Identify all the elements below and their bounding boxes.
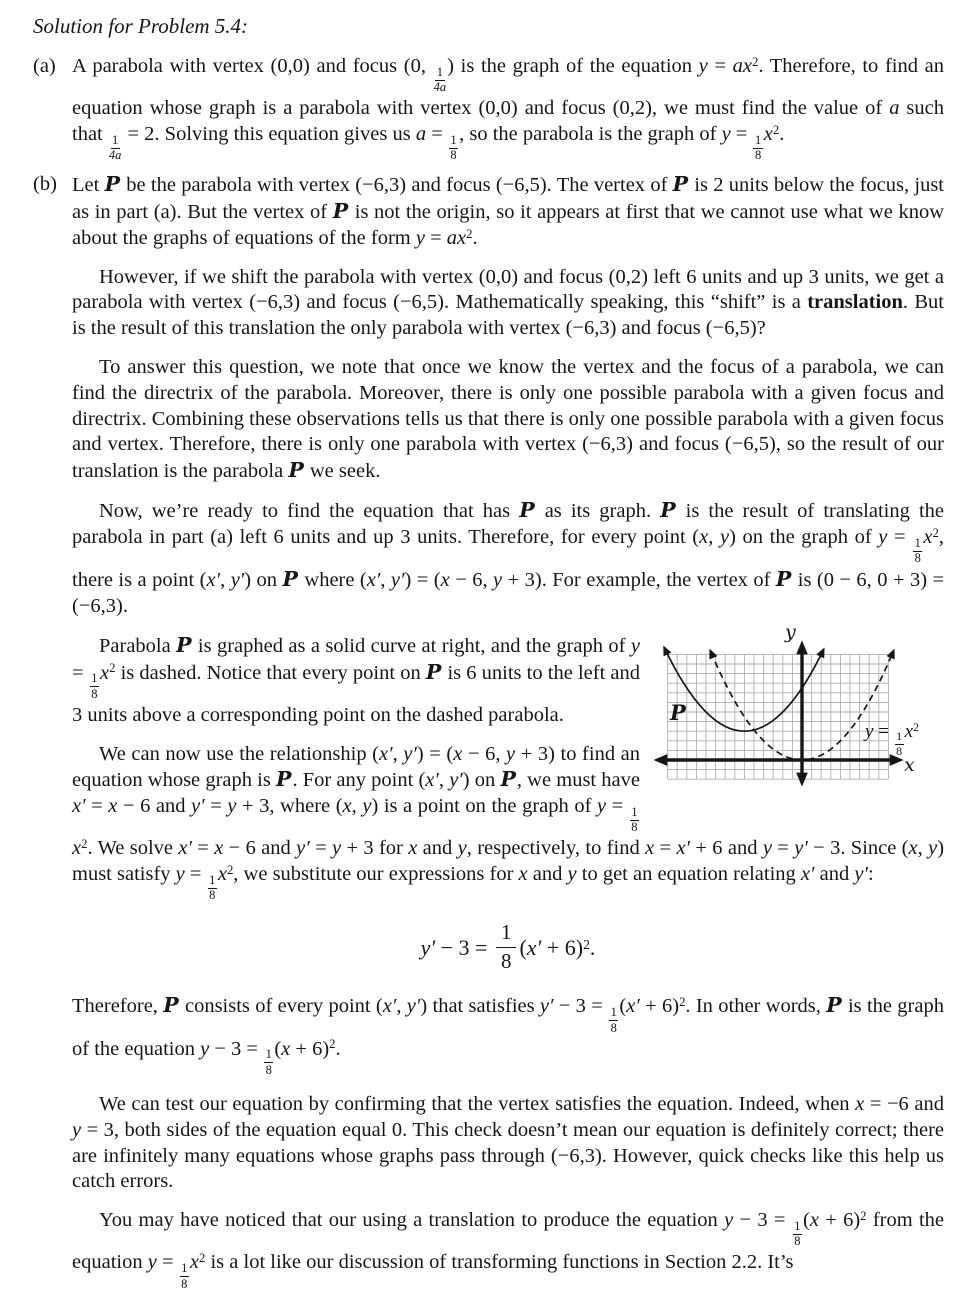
paragraph-b1: Let P be the parabola with vertex (−6,3) and focus (−6,5). The vertex of P is 2 units below the focus, just as in part (a). But the vertex of P is not the origin, so it appears at first that we cannot use what we know about the graphs of equations of the form $y = ax^2$. bbox=[72, 172, 945, 249]
part-b bbox=[33, 172, 944, 1292]
paragraph-b2: However, if we shift the parabola with vertex (0,0) and focus (0,2) left 6 units and up 3 units, we get a parabola with vertex (−6,3) and focus (−6,5). Mathematically speaking, this “shift” is a translation. But is the result of this translation the only parabola with vertex (−6,3) and focus (−6,5)? bbox=[72, 265, 944, 340]
paragraph-b4: Now, we’re ready to find the equation that has P as its graph. P is the result of translating the parabola in part (a) left 6 units and up 3 units. Therefore, for every point (x, y) on the graph of y = $\frac{1}{8}$ $x^2$, there is a point (x′, y′) on P where (x′, y′) = (x − 6, y + 3). For example, the vertex of P is (0 − 6, 0 + 3) = (−6,3). bbox=[72, 498, 945, 617]
svg-text:y: y bbox=[785, 620, 796, 643]
part-a-body bbox=[72, 54, 944, 164]
part-a-label: (a) bbox=[33, 55, 56, 77]
paragraph-b8: We can test our equation by confirming that the vertex satisfies the equation. Indeed, when x = −6 and y = 3, both sides of the equation equal 0. This check doesn’t mean our equation is definitely correct; there are infinitely many equations whose graphs pass through (−6,3). However, quick checks like this help us catch errors. bbox=[72, 1092, 944, 1193]
part-a bbox=[33, 54, 944, 164]
solution-title: Solution for Problem 5.4: bbox=[33, 14, 249, 38]
paragraph-b5: Parabola P is graphed as a solid curve at right, and the graph of y = $\frac{1}{8}$ $x^2$ is dashed. Notice that every point on P is 6 units to the left and 3 units above a corresponding point on the dashed parabola. bbox=[72, 632, 641, 726]
parabola-graph bbox=[654, 619, 956, 801]
paragraph-b6: We can now use the relationship (x′, y′) = (x − 6, y + 3) to find an equation whose graph is P. For any point (x′, y′) on P, we must have x′ = x − 6 and y′ = y + 3, where (x, y) is a point on the graph of y = $\frac{1}{8}$ $x^2$. We solve x′ = x − 6 and y′ = y + 3 for x and y, respectively, to find x = x′ + 6 and y = y′ − 3. Since (x, y) must satisfy y = $\frac{1}{8}$ $x^2$, we substitute our expressions for x and y to get an equation relating x′ and y′: bbox=[72, 742, 945, 903]
parabola-figure bbox=[654, 619, 956, 801]
svg-text:P: P bbox=[670, 699, 686, 725]
svg-text:x: x bbox=[904, 753, 915, 776]
paragraph-b9: You may have noticed that our using a translation to produce the equation y − 3 = $\frac{1}{8}$ $(x + 6)^2$ from the equation y = $\frac{1}{8}$ $x^2$ is a lot like our discussion of transforming functions in Section 2.2. It’s bbox=[72, 1208, 945, 1291]
display-equation: y′ − 3 = $\frac{1}{8}$ $(x' + 6)^2$. bbox=[420, 920, 596, 973]
paragraph-a1: A parabola with vertex (0,0) and focus (0, $\frac{1}{4a}$ ) is the graph of the equation $y = ax^2$. Therefore, to find an equation whose graph is a parabola with vertex (0,0) and focus (0,2), we must find the value of a such that $\frac{1}{4a}$ = 2. Solving this equation gives us a = $\frac{1}{8}$ , so the parabola is the graph of y = $\frac{1}{8}$ $x^2$. bbox=[72, 54, 944, 163]
paragraph-b7: Therefore, P consists of every point (x′, y′) that satisfies y′ − 3 = $\frac{1}{8}$ $(x' + 6)^2$. In other words, P is the graph of the equation y − 3 = $\frac{1}{8}$ $(x + 6)^2$. bbox=[72, 993, 944, 1077]
part-b-label: (b) bbox=[33, 173, 57, 196]
part-b-body bbox=[72, 172, 944, 1292]
paragraph-b3: To answer this question, we note that once we know the vertex and the focus of a parabola, we can find the directrix of the parabola. Moreover, there is only one possible parabola with a given focus and directrix. Combining these observations tells us that there is only one possible parabola with a given focus and vertex. Therefore, there is only one parabola with vertex (−6,3) and focus (−6,5), so the result of our translation is the parabola P we seek. bbox=[72, 356, 944, 483]
figure-equation-label: y = $\frac{1}{8}$ $x^2$ bbox=[865, 720, 919, 759]
